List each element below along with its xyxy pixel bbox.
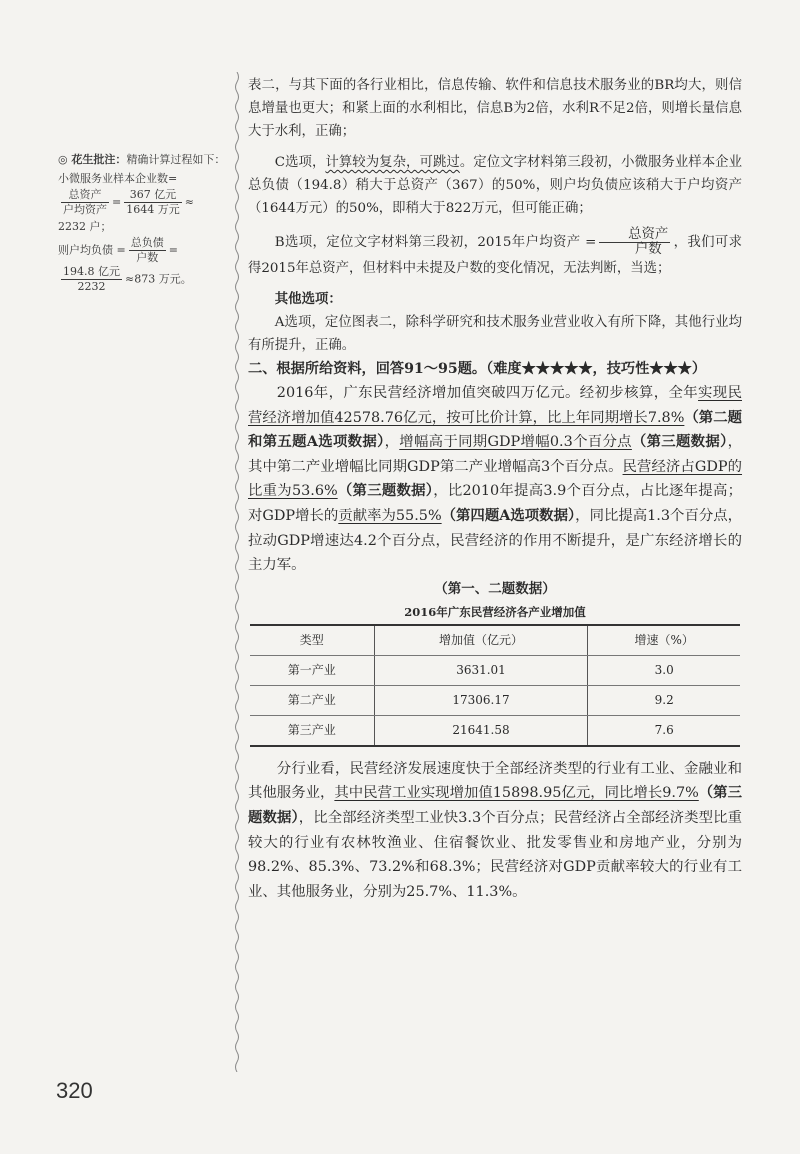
paragraph-option-a: A选项，定位图表二，除科学研究和技术服务业营业收入有所下降，其他行业均有所提升，正确。 — [248, 315, 742, 353]
page-number: 320 — [56, 1078, 93, 1103]
table-title: 2016年广东民营经济各产业增加值 — [404, 604, 586, 619]
annotation-label: ◎ 花生批注： — [58, 153, 127, 166]
fraction-debt-per-household: $\frac{\text{总负债}}{\text{户数}}$ — [130, 236, 164, 264]
table-row: 第一产业 3631.01 3.0 — [250, 655, 740, 685]
section-heading: 二、根据所给资料，回答91～95题。（难度★★★★★，技巧性★★★） — [248, 361, 707, 377]
table-header-row — [250, 625, 740, 656]
table-row: 第三产业 21641.58 7.6 — [250, 715, 740, 746]
header-growth: 增速（%） — [588, 625, 740, 656]
annotation-sidebar: ◎ 花生批注：精确计算过程如下： 小微服务业样本企业数= $\frac{\text{总资产}}{\text{户均资产}}$ = $\frac{\text{367 亿元}}{\text{1644 万元}}$ ≈ 2232 户； 则户均负债 = $\frac{\text{总负债}}{\text{户数}}$ = $\frac{\text{194.8 亿元}}{2232}$ ≈873 万元。 — [58, 150, 230, 294]
table-note: （第一、二题数据） — [434, 580, 556, 597]
section-paragraph-1: 2016年，广东民营经济增加值突破四万亿元。经初步核算，全年实现民营经济增加值42578.76亿元，按可比价计算，比上年同期增长7.8%（第二题和第五题A选项数据），增幅高于同期GDP增幅0.3个百分点（第三题数据），其中第二产业增幅比同期GDP第二产业增幅高3个百分点。民营经济占GDP的比重为53.6%（第三题数据），比2010年提高3.9个百分点，占比逐年提高；对GDP增长的贡献率为55.5%（第四题A选项数据），同比提高1.3个百分点，拉动GDP增速达4.2个百分点，民营经济的作用不断提升，是广东经济增长的主力军。 — [248, 385, 743, 574]
annotation-line-2: 小微服务业样本企业数= — [58, 172, 178, 185]
section-paragraph-2: 分行业看，民营经济发展速度快于全部经济类型的行业有工业、金融业和其他服务业，其中民营工业实现增加值15898.95亿元，同比增长9.7%（第三题数据），比全部经济类型工业快3.3个百分点；民营经济占全部经济类型比重较大的行业有农林牧渔业、住宿餐饮业、批发零售业和房地产业，分别为98.2%、85.3%、73.2%和68.3%；民营经济对GDP贡献率较大的行业有工业、其他服务业，分别为25.7%、11.3%。 — [248, 760, 742, 900]
fraction-367-over-1644: $\frac{\text{367 亿元}}{\text{1644 万元}}$ — [126, 188, 180, 216]
paragraph-option-c: C选项，计算较为复杂，可跳过。定位文字材料第三段初，小微服务业样本企业总负债（194.8）稍大于总资产（367）的50%，则户均负债应该稍大于户均资产（1644万元）的50%，即稍大于822万元，但可能正确； — [248, 155, 743, 216]
annotation-line-5: 873 万元。 — [134, 272, 192, 286]
other-options-title: 其他选项： — [274, 291, 342, 307]
paragraph-option-d: 表二，与其下面的各行业相比，信息传输、软件和信息技术服务业的BR均大，则信息增量也更大；和紧上面的水利相比，信息B为2倍，水利R不足2倍，则增长量信息大于水利，正确； — [248, 78, 742, 139]
paragraph-option-b: B选项，定位文字材料第三段初，2015年户均资产 = $\frac{\text{总资产}}{\text{户数}}$ ，我们可求得2015年总资产，但材料中未提及户数的变化情况，无法判断，当选； — [248, 227, 743, 276]
header-value: 增加值（亿元） — [374, 625, 588, 656]
skip-hint: 计算较为复杂，可跳过 — [325, 155, 460, 170]
main-content — [248, 74, 742, 904]
annotation-line-3: 2232 户； — [58, 220, 112, 233]
industry-value-table — [250, 624, 740, 747]
fraction-total-assets-per-household: $\frac{\text{总资产}}{\text{户均资产}}$ — [63, 188, 107, 216]
margin-divider — [234, 72, 240, 1072]
annotation-line-1: 精确计算过程如下： — [126, 153, 226, 166]
table-row: 第二产业 17306.17 9.2 — [250, 685, 740, 715]
fraction-assets-per-household: $\frac{\text{总资产}}{\text{户数}}$ — [599, 228, 670, 257]
annotation-line-4: 则户均负债 = — [58, 243, 126, 257]
fraction-194-over-2232: $\frac{\text{194.8 亿元}}{2232}$ — [63, 265, 120, 293]
header-type: 类型 — [250, 625, 374, 656]
